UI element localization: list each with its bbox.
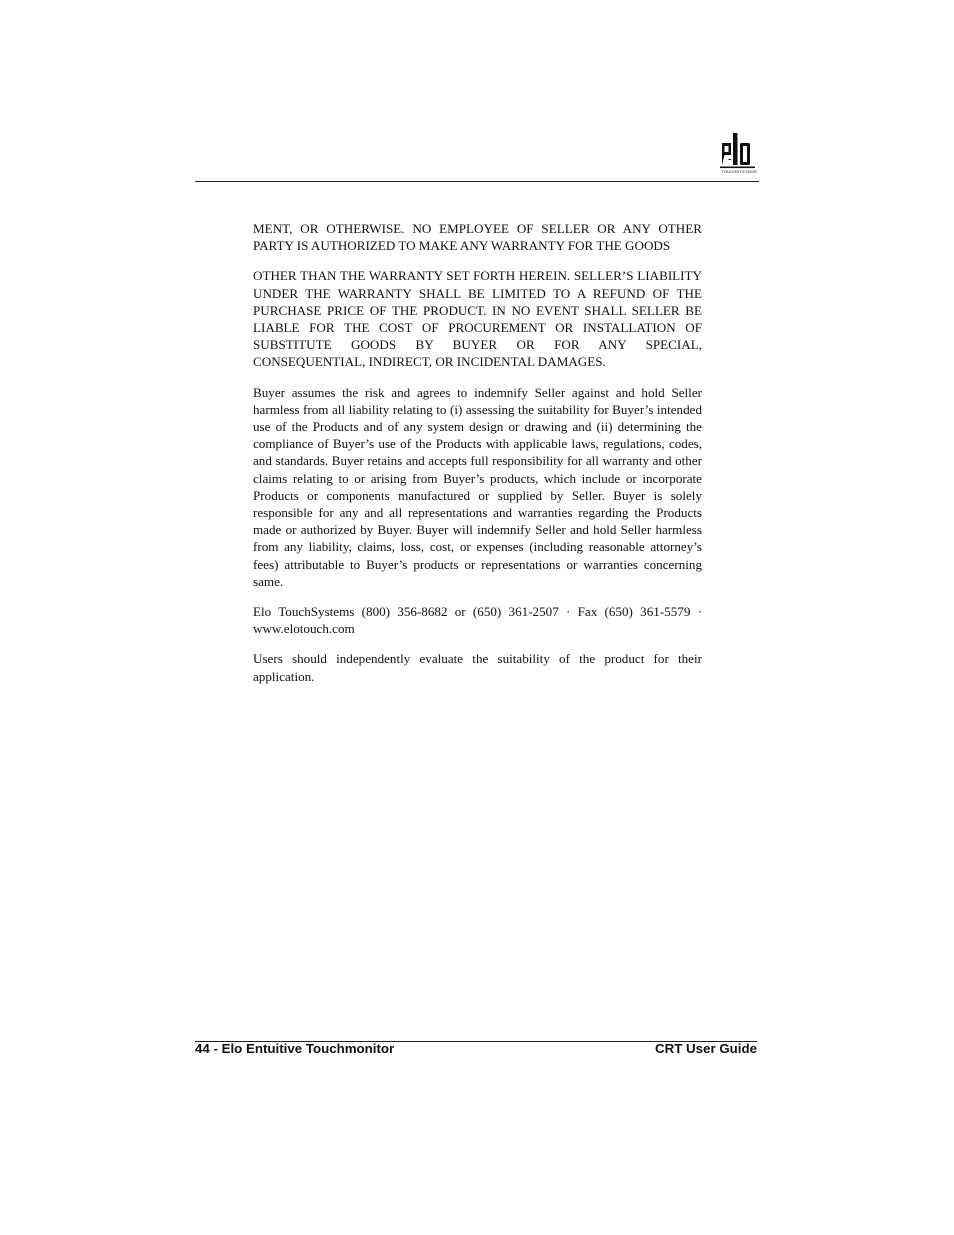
footer-page-label: 44 - Elo Entuitive Touchmonitor bbox=[195, 1041, 395, 1056]
logo-tagline: TOUCHSYSTEMS bbox=[721, 169, 757, 174]
paragraph-contact: Elo TouchSystems (800) 356-8682 or (650) 361-2507 · Fax (650) 361-5579 · www.elotouch.com bbox=[253, 604, 702, 637]
paragraph-warranty-continued: MENT, OR OTHERWISE. NO EMPLOYEE OF SELLER OR ANY OTHER PARTY IS AUTHORIZED TO MAKE ANY WARRANTY FOR THE GOODS bbox=[253, 221, 702, 254]
footer-guide-title: CRT User Guide bbox=[655, 1041, 757, 1056]
paragraph-liability: OTHER THAN THE WARRANTY SET FORTH HEREIN. SELLER’S LIABILITY UNDER THE WARRANTY SHALL BE LIMITED TO A REFUND OF THE PURCHASE PRICE OF THE PRODUCT. IN NO EVENT SHALL SELLER BE LIABLE FOR THE COST OF PROCUREMENT OR INSTALLATION OF SUBSTITUTE GOODS BY BUYER OR FOR ANY SPECIAL, CONSEQUENTIAL, INDIRECT, OR INCIDENTAL DAMAGES. bbox=[253, 268, 702, 370]
body-text bbox=[253, 220, 702, 698]
paragraph-suitability: Users should independently evaluate the suitability of the product for their application. bbox=[253, 651, 702, 684]
paragraph-indemnify: Buyer assumes the risk and agrees to indemnify Seller against and hold Seller harmless from all liability relating to (i) assessing the suitability for Buyer’s intended use of the Products and of any system design or drawing and (ii) determining the compliance of Buyer’s use of the Products with applicable laws, regulations, codes, and standards. Buyer retains and accepts full responsibility for all warranty and other claims relating to or arising from Buyer’s products, which include or incorporate Products or components manufactured or supplied by Seller. Buyer is solely responsible for any and all representations and warranties regarding the Products made or authorized by Buyer. Buyer will indemnify Seller and hold Seller harmless from any liability, claims, loss, cost, or expenses (including reasonable attorney’s fees) attributable to Buyer’s products or representations or warranties concerning same. bbox=[253, 384, 702, 589]
elo-logo-mark bbox=[719, 133, 759, 171]
header-rule bbox=[195, 181, 759, 182]
